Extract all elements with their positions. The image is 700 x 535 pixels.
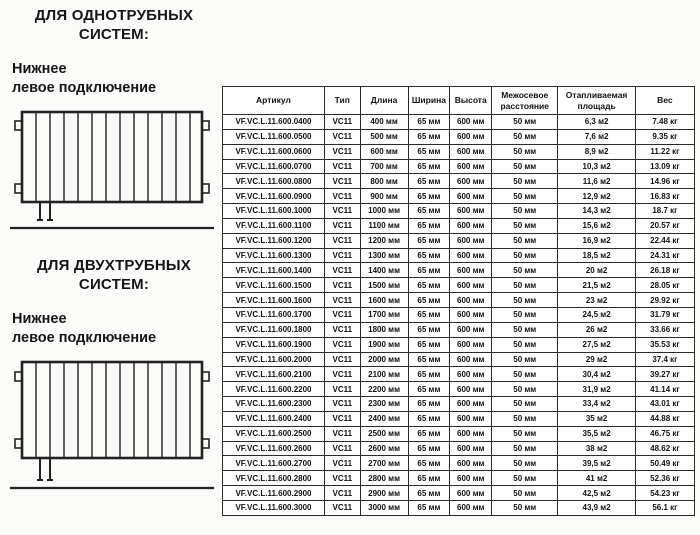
cell-axle-distance: 50 мм [492,322,558,337]
cell-type: VC11 [324,115,360,130]
cell-article: VF.VC.L.11.600.1700 [223,307,325,322]
cell-type: VC11 [324,426,360,441]
cell-width: 65 мм [408,486,450,501]
cell-axle-distance: 50 мм [492,411,558,426]
two-pipe-section-title [8,256,220,294]
cell-width: 65 мм [408,337,450,352]
cell-type: VC11 [324,174,360,189]
table-row [223,426,695,441]
cell-axle-distance: 50 мм [492,293,558,308]
table-row [223,382,695,397]
cell-type: VC11 [324,293,360,308]
cell-length: 3000 мм [360,500,408,515]
cell-width: 65 мм [408,411,450,426]
cell-weight: 31.79 кг [635,307,694,322]
cell-weight: 28.05 кг [635,278,694,293]
cell-width: 65 мм [408,233,450,248]
cell-article: VF.VC.L.11.600.0900 [223,189,325,204]
cell-heated-area: 11,6 м2 [558,174,635,189]
cell-weight: 41.14 кг [635,382,694,397]
cell-length: 1500 мм [360,278,408,293]
cell-length: 1400 мм [360,263,408,278]
cell-article: VF.VC.L.11.600.2200 [223,382,325,397]
cell-article: VF.VC.L.11.600.1800 [223,322,325,337]
cell-weight: 56.1 кг [635,500,694,515]
cell-weight: 22.44 кг [635,233,694,248]
cell-type: VC11 [324,352,360,367]
cell-height: 600 мм [450,248,492,263]
cell-weight: 35.53 кг [635,337,694,352]
cell-weight: 16.83 кг [635,189,694,204]
cell-weight: 52.36 кг [635,471,694,486]
single-pipe-title-line1: ДЛЯ ОДНОТРУБНЫХ [34,7,194,24]
cell-height: 600 мм [450,337,492,352]
table-row [223,233,695,248]
cell-weight: 29.92 кг [635,293,694,308]
cell-article: VF.VC.L.11.600.2400 [223,411,325,426]
cell-width: 65 мм [408,129,450,144]
cell-length: 2000 мм [360,352,408,367]
cell-width: 65 мм [408,218,450,233]
cell-article: VF.VC.L.11.600.2100 [223,367,325,382]
cell-height: 600 мм [450,293,492,308]
cell-type: VC11 [324,367,360,382]
table-row [223,486,695,501]
cell-axle-distance: 50 мм [492,441,558,456]
cell-width: 65 мм [408,322,450,337]
cell-width: 65 мм [408,352,450,367]
table-row [223,307,695,322]
cell-heated-area: 41 м2 [558,471,635,486]
cell-article: VF.VC.L.11.600.1600 [223,293,325,308]
table-row [223,411,695,426]
cell-article: VF.VC.L.11.600.0800 [223,174,325,189]
cell-heated-area: 29 м2 [558,352,635,367]
two-pipe-connection-label [8,310,220,348]
cell-article: VF.VC.L.11.600.2800 [223,471,325,486]
cell-axle-distance: 50 мм [492,263,558,278]
table-row [223,159,695,174]
cell-axle-distance: 50 мм [492,367,558,382]
cell-length: 800 мм [360,174,408,189]
cell-height: 600 мм [450,397,492,412]
cell-length: 1600 мм [360,293,408,308]
cell-height: 600 мм [450,441,492,456]
cell-height: 600 мм [450,233,492,248]
cell-type: VC11 [324,456,360,471]
cell-height: 600 мм [450,382,492,397]
cell-heated-area: 24,5 м2 [558,307,635,322]
cell-length: 2900 мм [360,486,408,501]
cell-type: VC11 [324,411,360,426]
cell-width: 65 мм [408,115,450,130]
cell-width: 65 мм [408,456,450,471]
cell-width: 65 мм [408,293,450,308]
cell-type: VC11 [324,159,360,174]
cell-article: VF.VC.L.11.600.2700 [223,456,325,471]
table-row [223,441,695,456]
cell-width: 65 мм [408,189,450,204]
cell-axle-distance: 50 мм [492,115,558,130]
cell-width: 65 мм [408,500,450,515]
cell-heated-area: 42,5 м2 [558,486,635,501]
cell-heated-area: 30,4 м2 [558,367,635,382]
cell-article: VF.VC.L.11.600.1200 [223,233,325,248]
cell-heated-area: 8,9 м2 [558,144,635,159]
cell-heated-area: 12,9 м2 [558,189,635,204]
cell-length: 400 мм [360,115,408,130]
cell-axle-distance: 50 мм [492,278,558,293]
cell-article: VF.VC.L.11.600.1100 [223,218,325,233]
cell-weight: 46.75 кг [635,426,694,441]
cell-axle-distance: 50 мм [492,352,558,367]
table-row [223,352,695,367]
cell-heated-area: 20 м2 [558,263,635,278]
cell-heated-area: 27,5 м2 [558,337,635,352]
cell-weight: 18.7 кг [635,204,694,219]
cell-article: VF.VC.L.11.600.1000 [223,204,325,219]
cell-article: VF.VC.L.11.600.1900 [223,337,325,352]
cell-heated-area: 23 м2 [558,293,635,308]
cell-weight: 20.57 кг [635,218,694,233]
table-row [223,263,695,278]
table-row [223,337,695,352]
table-row [223,278,695,293]
cell-height: 600 мм [450,278,492,293]
cell-axle-distance: 50 мм [492,456,558,471]
cell-heated-area: 35,5 м2 [558,426,635,441]
cell-axle-distance: 50 мм [492,189,558,204]
cell-width: 65 мм [408,426,450,441]
cell-length: 1100 мм [360,218,408,233]
cell-type: VC11 [324,397,360,412]
cell-height: 600 мм [450,500,492,515]
table-row [223,129,695,144]
spec-table-body [223,115,695,516]
cell-height: 600 мм [450,115,492,130]
cell-width: 65 мм [408,204,450,219]
connection-label-line2: левое подключение [12,330,157,347]
cell-article: VF.VC.L.11.600.3000 [223,500,325,515]
cell-height: 600 мм [450,174,492,189]
column-header-axle-distance: Межосевое расстояние [492,87,558,115]
cell-length: 1300 мм [360,248,408,263]
cell-axle-distance: 50 мм [492,174,558,189]
cell-width: 65 мм [408,144,450,159]
column-header-width: Ширина [408,87,450,115]
table-row [223,218,695,233]
cell-heated-area: 38 м2 [558,441,635,456]
cell-type: VC11 [324,218,360,233]
cell-type: VC11 [324,204,360,219]
cell-article: VF.VC.L.11.600.1500 [223,278,325,293]
cell-article: VF.VC.L.11.600.1400 [223,263,325,278]
cell-length: 1700 мм [360,307,408,322]
cell-weight: 7.48 кг [635,115,694,130]
cell-width: 65 мм [408,174,450,189]
cell-height: 600 мм [450,129,492,144]
cell-type: VC11 [324,144,360,159]
connection-label-line1: Нижнее [12,61,67,78]
single-pipe-connection-label [8,60,220,98]
cell-height: 600 мм [450,471,492,486]
cell-height: 600 мм [450,322,492,337]
cell-heated-area: 26 м2 [558,322,635,337]
cell-heated-area: 15,6 м2 [558,218,635,233]
table-row [223,471,695,486]
cell-length: 2400 мм [360,411,408,426]
cell-heated-area: 35 м2 [558,411,635,426]
table-row [223,204,695,219]
cell-weight: 39.27 кг [635,367,694,382]
spec-table-head [223,87,695,115]
cell-article: VF.VC.L.11.600.2500 [223,426,325,441]
column-header-length: Длина [360,87,408,115]
cell-axle-distance: 50 мм [492,397,558,412]
cell-length: 700 мм [360,159,408,174]
cell-length: 2600 мм [360,441,408,456]
cell-height: 600 мм [450,307,492,322]
cell-type: VC11 [324,278,360,293]
cell-length: 2700 мм [360,456,408,471]
cell-axle-distance: 50 мм [492,486,558,501]
table-row [223,115,695,130]
cell-weight: 11.22 кг [635,144,694,159]
cell-weight: 13.09 кг [635,159,694,174]
cell-width: 65 мм [408,159,450,174]
cell-width: 65 мм [408,307,450,322]
cell-axle-distance: 50 мм [492,382,558,397]
cell-weight: 14.96 кг [635,174,694,189]
cell-width: 65 мм [408,441,450,456]
cell-height: 600 мм [450,456,492,471]
cell-length: 1200 мм [360,233,408,248]
header-row [223,87,695,115]
cell-height: 600 мм [450,367,492,382]
single-pipe-title-line2: СИСТЕМ: [78,26,150,44]
two-pipe-radiator-diagram [8,358,220,498]
cell-weight: 43.01 кг [635,397,694,412]
cell-heated-area: 33,4 м2 [558,397,635,412]
two-pipe-title-line1: ДЛЯ ДВУХТРУБНЫХ [36,257,192,275]
cell-weight: 26.18 кг [635,263,694,278]
cell-article: VF.VC.L.11.600.2300 [223,397,325,412]
cell-type: VC11 [324,382,360,397]
table-row [223,144,695,159]
cell-axle-distance: 50 мм [492,159,558,174]
radiator-diagram-icon [10,108,214,234]
cell-type: VC11 [324,337,360,352]
cell-type: VC11 [324,263,360,278]
cell-weight: 48.62 кг [635,441,694,456]
cell-height: 600 мм [450,486,492,501]
cell-type: VC11 [324,248,360,263]
cell-weight: 54.23 кг [635,486,694,501]
cell-axle-distance: 50 мм [492,500,558,515]
cell-weight: 50.49 кг [635,456,694,471]
cell-heated-area: 7,6 м2 [558,129,635,144]
table-row [223,248,695,263]
cell-type: VC11 [324,129,360,144]
cell-length: 1900 мм [360,337,408,352]
table-row [223,500,695,515]
cell-width: 65 мм [408,471,450,486]
cell-axle-distance: 50 мм [492,337,558,352]
cell-width: 65 мм [408,278,450,293]
cell-width: 65 мм [408,382,450,397]
spec-table-container [222,86,695,516]
cell-type: VC11 [324,233,360,248]
cell-length: 2800 мм [360,471,408,486]
cell-height: 600 мм [450,352,492,367]
cell-heated-area: 18,5 м2 [558,248,635,263]
cell-axle-distance: 50 мм [492,248,558,263]
cell-length: 900 мм [360,189,408,204]
radiator-spec-table [222,86,695,516]
single-pipe-section-title [8,6,220,44]
table-row [223,293,695,308]
cell-article: VF.VC.L.11.600.0600 [223,144,325,159]
column-header-heated-area: Отапливаемая площадь [558,87,635,115]
cell-type: VC11 [324,500,360,515]
cell-height: 600 мм [450,263,492,278]
cell-heated-area: 14,3 м2 [558,204,635,219]
cell-heated-area: 6,3 м2 [558,115,635,130]
cell-height: 600 мм [450,411,492,426]
cell-weight: 37.4 кг [635,352,694,367]
cell-length: 2100 мм [360,367,408,382]
cell-weight: 33.66 кг [635,322,694,337]
cell-heated-area: 10,3 м2 [558,159,635,174]
cell-heated-area: 31,9 м2 [558,382,635,397]
cell-axle-distance: 50 мм [492,204,558,219]
two-pipe-title-line2: СИСТЕМ: [78,276,150,294]
cell-article: VF.VC.L.11.600.0500 [223,129,325,144]
cell-axle-distance: 50 мм [492,233,558,248]
cell-article: VF.VC.L.11.600.1300 [223,248,325,263]
table-row [223,174,695,189]
column-header-article: Артикул [223,87,325,115]
connection-label-line2: левое подключение [12,80,157,97]
cell-weight: 24.31 кг [635,248,694,263]
cell-heated-area: 16,9 м2 [558,233,635,248]
cell-heated-area: 21,5 м2 [558,278,635,293]
column-header-weight: Вес [635,87,694,115]
cell-height: 600 мм [450,159,492,174]
column-header-height: Высота [450,87,492,115]
cell-weight: 9.35 кг [635,129,694,144]
cell-type: VC11 [324,322,360,337]
cell-length: 2200 мм [360,382,408,397]
table-row [223,456,695,471]
cell-heated-area: 43,9 м2 [558,500,635,515]
cell-axle-distance: 50 мм [492,218,558,233]
cell-article: VF.VC.L.11.600.0700 [223,159,325,174]
table-row [223,367,695,382]
cell-article: VF.VC.L.11.600.2900 [223,486,325,501]
radiator-diagram-icon [10,358,214,498]
cell-type: VC11 [324,486,360,501]
cell-weight: 44.88 кг [635,411,694,426]
connection-label-line1: Нижнее [12,311,67,328]
table-row [223,397,695,412]
cell-heated-area: 39,5 м2 [558,456,635,471]
cell-type: VC11 [324,307,360,322]
table-row [223,322,695,337]
cell-axle-distance: 50 мм [492,129,558,144]
table-row [223,189,695,204]
cell-type: VC11 [324,471,360,486]
cell-height: 600 мм [450,189,492,204]
cell-height: 600 мм [450,218,492,233]
cell-length: 600 мм [360,144,408,159]
cell-length: 2300 мм [360,397,408,412]
cell-width: 65 мм [408,367,450,382]
cell-axle-distance: 50 мм [492,144,558,159]
cell-height: 600 мм [450,204,492,219]
cell-axle-distance: 50 мм [492,426,558,441]
cell-type: VC11 [324,189,360,204]
cell-type: VC11 [324,441,360,456]
cell-width: 65 мм [408,397,450,412]
cell-width: 65 мм [408,248,450,263]
cell-article: VF.VC.L.11.600.0400 [223,115,325,130]
column-header-type: Тип [324,87,360,115]
cell-length: 2500 мм [360,426,408,441]
left-panel [8,6,220,498]
cell-axle-distance: 50 мм [492,307,558,322]
cell-height: 600 мм [450,144,492,159]
cell-width: 65 мм [408,263,450,278]
cell-length: 1800 мм [360,322,408,337]
cell-height: 600 мм [450,426,492,441]
cell-article: VF.VC.L.11.600.2000 [223,352,325,367]
cell-axle-distance: 50 мм [492,471,558,486]
cell-length: 1000 мм [360,204,408,219]
single-pipe-radiator-diagram [8,108,220,234]
cell-article: VF.VC.L.11.600.2600 [223,441,325,456]
cell-length: 500 мм [360,129,408,144]
